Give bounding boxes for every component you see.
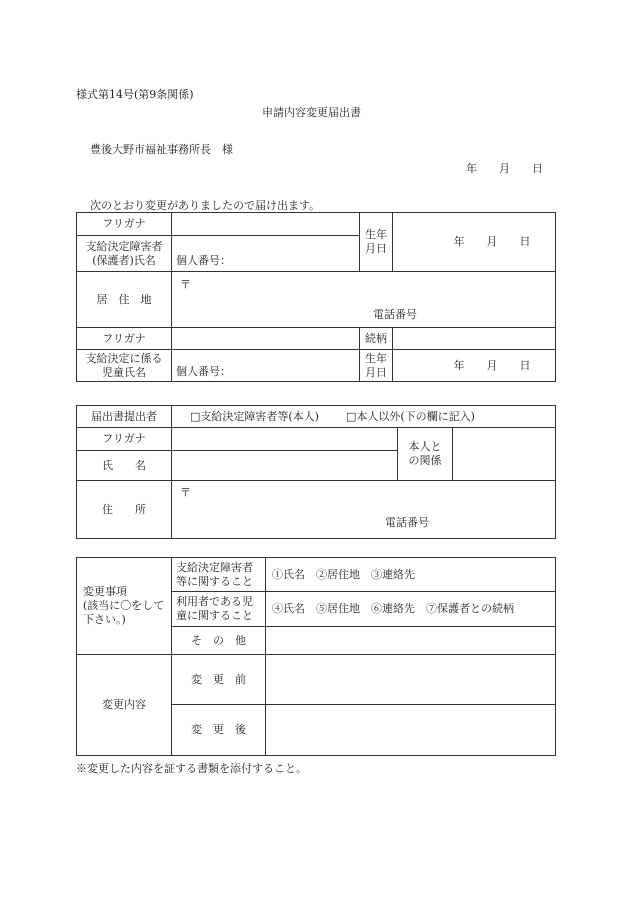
after-input[interactable] (266, 705, 556, 756)
submitter-name-label: 氏 名 (77, 451, 172, 481)
applicant-table (76, 212, 556, 382)
submitter-label: 届出書提出者 (77, 406, 172, 428)
other-label: そ の 他 (172, 627, 266, 655)
phone-label: 電話番号 (373, 308, 417, 321)
change-table (76, 557, 556, 756)
relation-label: 続柄 (360, 328, 393, 350)
change-items-text: 変更事項 (該当に〇をして下さい。) (83, 585, 165, 626)
furigana-label: フリガナ (77, 213, 172, 236)
other-input[interactable] (266, 627, 556, 655)
birth-label: 生年 月日 (360, 213, 393, 272)
child-birth-date-field[interactable]: 年 月 日 (393, 350, 556, 382)
submitter-furigana-input[interactable] (172, 428, 398, 451)
residence-input[interactable] (172, 272, 556, 328)
postal-mark: 〒 (180, 278, 191, 291)
after-label: 変 更 後 (172, 705, 266, 756)
recipient-related-options[interactable]: ①氏名 ②居住地 ③連絡先 (266, 558, 556, 592)
furigana-input[interactable] (172, 213, 360, 236)
option-self-checkbox[interactable]: □支給決定障害者等(本人) (190, 409, 319, 423)
child-related-label: 利用者である児 童に関すること (172, 592, 266, 627)
attachment-note: ※変更した内容を証する書類を添付すること。 (76, 762, 307, 775)
intro-text: 次のとおり変更がありましたので届け出ます。 (90, 199, 321, 212)
birth-date-field[interactable]: 年 月 日 (393, 213, 556, 272)
submitter-name-input[interactable] (172, 451, 398, 481)
change-items-label (77, 558, 172, 655)
submitter-options (172, 406, 556, 428)
relationship-label: 本人と の関係 (398, 428, 453, 481)
submitter-furigana-label: フリガナ (77, 428, 172, 451)
child-name-input[interactable] (172, 350, 360, 382)
option-other-checkbox[interactable]: □本人以外(下の欄に記入) (345, 409, 475, 423)
child-related-options[interactable]: ④氏名 ⑤居住地 ⑥連絡先 ⑦保護者との続柄 (266, 592, 556, 627)
submitter-table (76, 405, 556, 539)
residence-label: 居 住 地 (77, 272, 172, 328)
relation-input[interactable] (393, 328, 556, 350)
date-field[interactable]: 年 月 日 (466, 162, 543, 175)
postal-mark-2: 〒 (180, 486, 191, 499)
child-personal-number-label: 個人番号： (176, 365, 231, 378)
phone-label-2: 電話番号 (385, 516, 429, 529)
child-name-label: 支給決定に係る 児童氏名 (77, 350, 172, 382)
relationship-input[interactable] (453, 428, 556, 481)
recipient-name-input[interactable] (172, 236, 360, 272)
child-birth-label: 生年 月日 (360, 350, 393, 382)
submitter-address-input[interactable] (172, 481, 556, 539)
submitter-address-label: 住 所 (77, 481, 172, 539)
form-number: 様式第14号(第9条関係) (76, 88, 194, 101)
change-content-label: 変更内容 (77, 655, 172, 756)
before-label: 変 更 前 (172, 655, 266, 705)
personal-number-label: 個人番号： (176, 254, 231, 267)
before-input[interactable] (266, 655, 556, 705)
recipient-name-label: 支給決定障害者 (保護者)氏名 (77, 236, 172, 272)
addressee: 豊後大野市福祉事務所長 様 (90, 143, 233, 156)
child-furigana-input[interactable] (172, 328, 360, 350)
form-title: 申請内容変更届出書 (262, 106, 361, 119)
recipient-related-label: 支給決定障害者 等に関すること (172, 558, 266, 592)
child-furigana-label: フリガナ (77, 328, 172, 350)
